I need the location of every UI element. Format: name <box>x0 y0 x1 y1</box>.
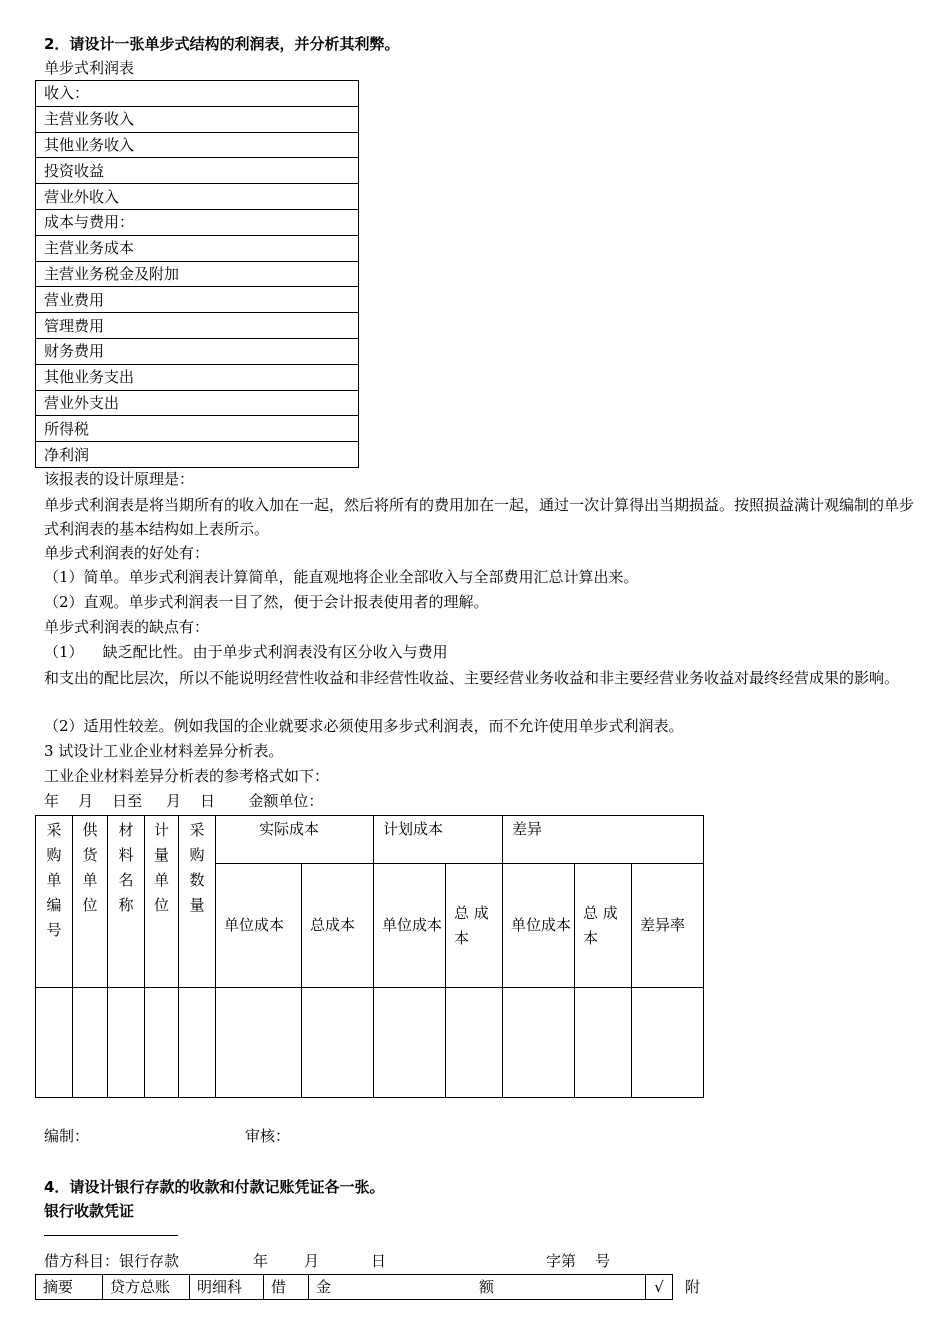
income-table-title: 单步式利润表 <box>44 59 135 77</box>
pro-item-1: （1）简单。单步式利润表计算简单，能直观地将企业全部收入与全部费用汇总计算出来。 <box>44 568 639 586</box>
col-qty-label: 采 购 数 量 <box>189 821 205 914</box>
date-year: 年 <box>253 1252 269 1270</box>
income-table-row <box>36 184 359 210</box>
income-row-label: 其他业务支出 <box>36 364 359 390</box>
debit-account-line: 借方科目：银行存款 <box>44 1252 180 1270</box>
col-material <box>108 816 145 988</box>
income-table-row <box>36 209 359 235</box>
income-row-label: 其他业务收入 <box>36 132 359 158</box>
income-row-label: 主营业务成本 <box>36 235 359 261</box>
income-row-label: 管理费用 <box>36 313 359 339</box>
plan-total-cost: 总 成本 <box>446 864 503 988</box>
income-table-row <box>36 287 359 313</box>
col-supplier-label: 供 货 单 位 <box>82 821 98 914</box>
voucher-number: 字第 号 <box>546 1252 611 1270</box>
income-row-label: 主营业务税金及附加 <box>36 261 359 287</box>
pro-item-2: （2）直观。单步式利润表一目了然，便于会计报表使用者的理解。 <box>44 593 489 611</box>
cons-label: 单步式利润表的缺点有： <box>44 618 210 636</box>
plan-unit-cost: 单位成本 <box>374 864 446 988</box>
income-table-row <box>36 338 359 364</box>
income-table-row <box>36 442 359 468</box>
group-actual-cost: 实际成本 <box>216 816 374 864</box>
group-difference: 差异 <box>503 816 704 864</box>
income-table-row <box>36 313 359 339</box>
income-row-label: 投资收益 <box>36 158 359 184</box>
col-qty <box>179 816 216 988</box>
income-row-label: 净利润 <box>36 442 359 468</box>
q4-heading: 4．请设计银行存款的收款和付款记账凭证各一张。 <box>44 1178 385 1196</box>
actual-unit-cost: 单位成本 <box>216 864 302 988</box>
income-table-row <box>36 364 359 390</box>
diff-unit-cost: 单位成本 <box>503 864 575 988</box>
income-table-row <box>36 132 359 158</box>
col-amount-right: 额 <box>479 1278 495 1296</box>
prepared-by: 编制： <box>44 1127 90 1145</box>
col-unit <box>145 816 179 988</box>
col-amount-left: 金 <box>316 1278 332 1296</box>
empty-data-row <box>36 988 704 1098</box>
income-row-label: 财务费用 <box>36 338 359 364</box>
col-credit-account: 贷方总账 <box>103 1275 190 1300</box>
income-row-label: 成本与费用： <box>36 209 359 235</box>
income-statement-table <box>35 80 359 468</box>
income-row-label: 主营业务收入 <box>36 106 359 132</box>
principle-label: 该报表的设计原理是： <box>44 470 195 488</box>
actual-total-cost: 总成本 <box>302 864 374 988</box>
income-row-label: 营业外支出 <box>36 390 359 416</box>
income-row-label: 所得税 <box>36 416 359 442</box>
income-row-label: 营业费用 <box>36 287 359 313</box>
col-amount <box>309 1275 646 1300</box>
income-table-row <box>36 81 359 107</box>
voucher-title: 银行收款凭证 <box>44 1202 135 1220</box>
diff-total-cost: 总 成本 <box>575 864 632 988</box>
income-row-label: 营业外收入 <box>36 184 359 210</box>
attach-label: 附 <box>685 1278 701 1296</box>
income-table-row <box>36 416 359 442</box>
principle-text: 单步式利润表是将当期所有的收入加在一起，然后将所有的费用加在一起，通过一次计算得出当期损益。按照损益满计观编制的单步式利润表的基本结构如上表所示。 <box>44 496 915 538</box>
col-summary: 摘要 <box>36 1275 103 1300</box>
col-purchase-no <box>36 816 73 988</box>
col-unit-label: 计 量 单 位 <box>153 821 169 914</box>
q2-heading: 2．请设计一张单步式结构的利润表，并分析其利弊。 <box>44 35 400 53</box>
date-month: 月 <box>304 1252 320 1270</box>
con-item-2: （2）适用性较差。例如我国的企业就要求必须使用多步式利润表，而不允许使用单步式利润表。 <box>44 717 684 735</box>
reviewed-by: 审核： <box>245 1127 291 1145</box>
con-item-1-continuation: 和支出的配比层次，所以不能说明经营性收益和非经营性收益、主要经营业务收益和非主要经营业务收益对最终经营成果的影响。 <box>44 669 900 687</box>
pros-label: 单步式利润表的好处有： <box>44 544 210 562</box>
income-table-row <box>36 158 359 184</box>
voucher-title-underline <box>44 1235 178 1236</box>
income-table-row <box>36 261 359 287</box>
con-item-1-first-line: （1） 缺乏配比性。由于单步式利润表没有区分收入与费用 <box>44 643 448 661</box>
q3-heading: 3 试设计工业企业材料差异分析表。 <box>44 742 284 760</box>
income-table-row <box>36 390 359 416</box>
income-row-label: 收入： <box>36 81 359 107</box>
col-material-label: 材 料 名 称 <box>118 821 134 914</box>
material-variance-table <box>35 815 704 1098</box>
diff-rate: 差异率 <box>632 864 704 988</box>
col-detail-account: 明细科 <box>190 1275 264 1300</box>
col-purchase-no-label: 采 购 单 编 号 <box>46 821 62 939</box>
col-debit: 借 <box>264 1275 309 1300</box>
q3-intro: 工业企业材料差异分析表的参考格式如下： <box>44 767 330 785</box>
income-table-row <box>36 106 359 132</box>
check-mark-cell: √ <box>646 1275 673 1300</box>
date-day: 日 <box>371 1252 387 1270</box>
income-table-row <box>36 235 359 261</box>
col-supplier <box>73 816 108 988</box>
period-line: 年 月 日至 月 日 金额单位： <box>44 792 324 810</box>
group-plan-cost: 计划成本 <box>374 816 503 864</box>
bank-receipt-voucher-table <box>35 1274 673 1300</box>
